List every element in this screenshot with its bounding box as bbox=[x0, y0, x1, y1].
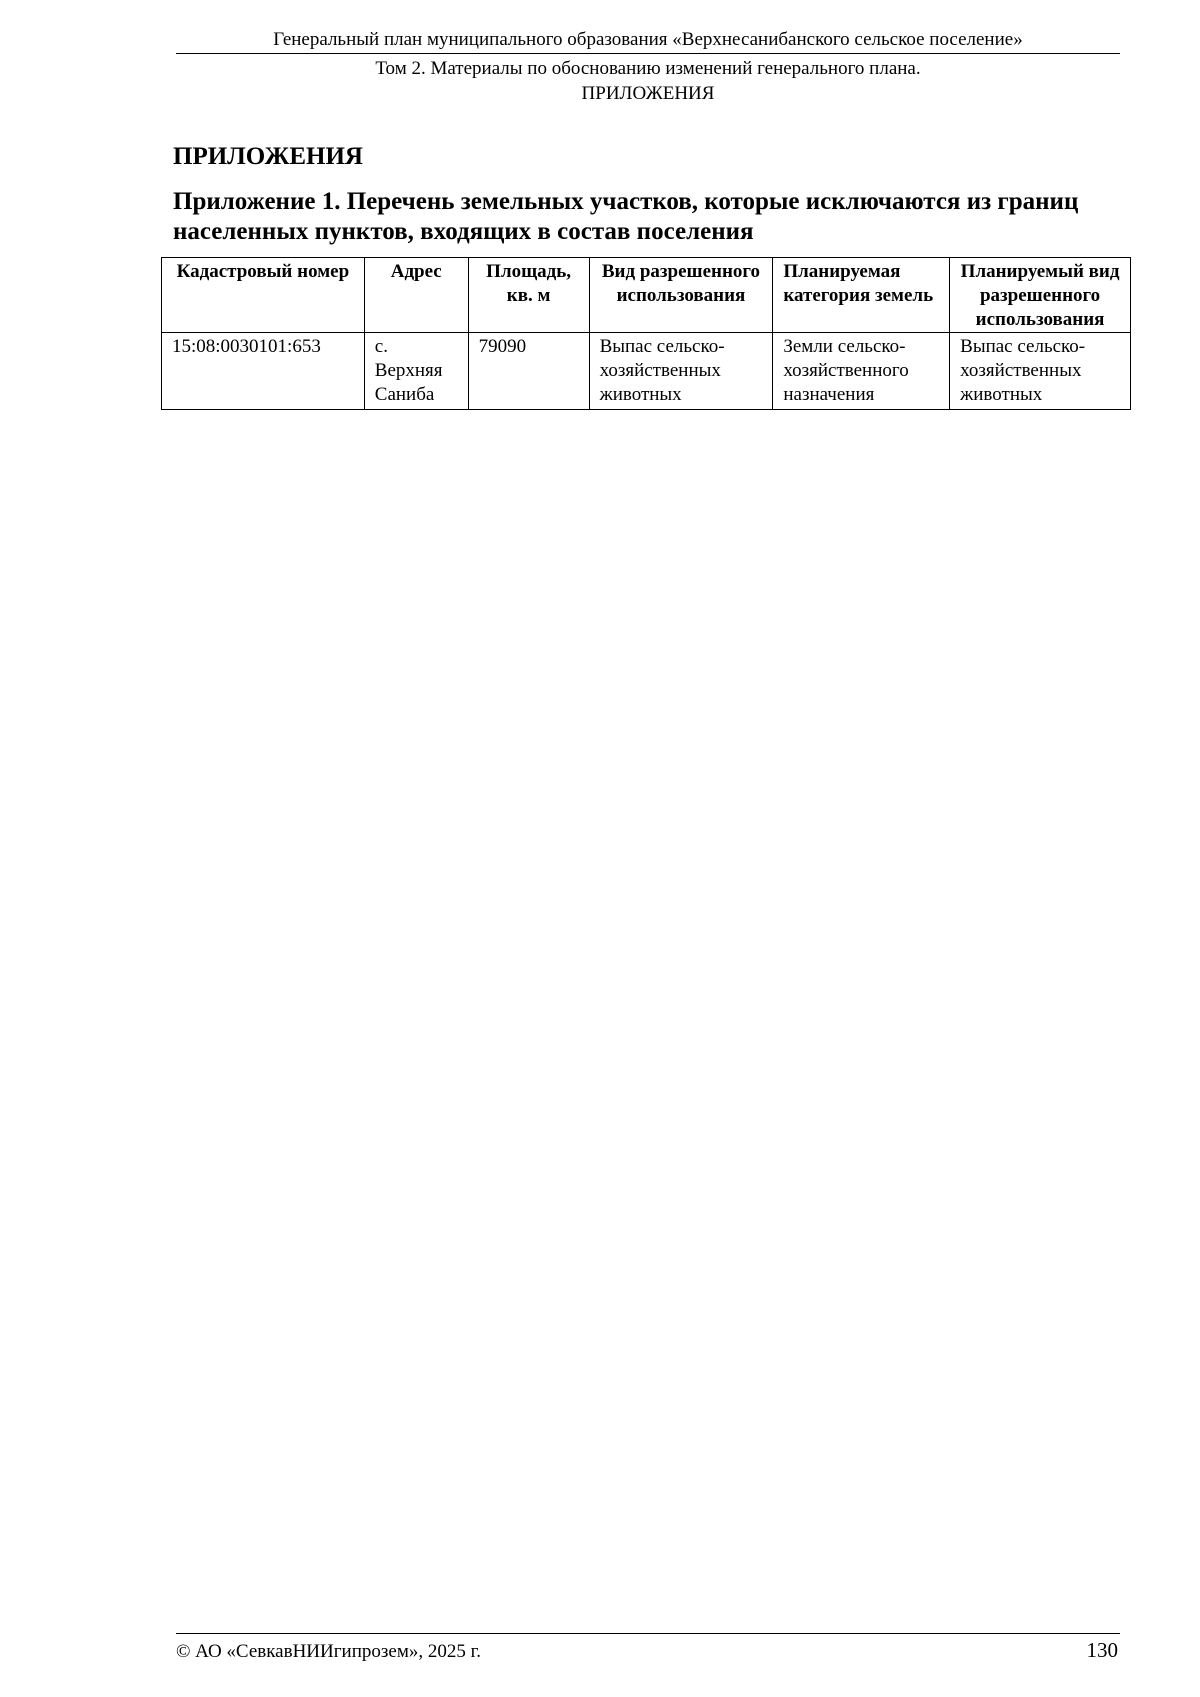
cell-cadastral-number: 15:08:0030101:653 bbox=[162, 333, 365, 410]
footer-copyright: © АО «СевкавНИИгипрозем», 2025 г. bbox=[176, 1641, 481, 1662]
column-header-planned-use: Планируемый вид разрешенного использования bbox=[950, 258, 1131, 333]
footer-divider bbox=[176, 1633, 1120, 1634]
page-number: 130 bbox=[1086, 1638, 1118, 1662]
table-row bbox=[162, 333, 1131, 410]
column-header-cadastral-number: Кадастровый номер bbox=[162, 258, 365, 333]
running-header-section: ПРИЛОЖЕНИЯ bbox=[581, 83, 715, 104]
cell-planned-use: Выпас сельско-хозяйственных животных bbox=[950, 333, 1131, 410]
column-header-permitted-use: Вид разрешенного использования bbox=[589, 258, 773, 333]
table-header-row bbox=[162, 258, 1131, 333]
header-divider bbox=[176, 53, 1120, 54]
column-header-area: Площадь, кв. м bbox=[468, 258, 589, 333]
running-header-volume: Том 2. Материалы по обоснованию изменений генерального плана. bbox=[375, 58, 921, 79]
cell-area: 79090 bbox=[468, 333, 589, 410]
appendix-heading: Приложение 1. Перечень земельных участков, которые исключаются из границ населенных пунктов, входящих в состав поселения bbox=[173, 188, 1079, 245]
cell-permitted-use: Выпас сельско-хозяйственных животных bbox=[589, 333, 773, 410]
column-header-address: Адрес bbox=[364, 258, 468, 333]
running-header-title: Генеральный план муниципального образования «Верхнесанибанского сельское поселение» bbox=[273, 29, 1023, 50]
column-header-planned-category: Планируемая категория земель bbox=[773, 258, 950, 333]
cell-address: с. Верхняя Саниба bbox=[364, 333, 468, 410]
section-heading: ПРИЛОЖЕНИЯ bbox=[173, 143, 363, 170]
excluded-land-plots-table bbox=[161, 257, 1131, 410]
cell-planned-category: Земли сельско-хозяйственного назначения bbox=[773, 333, 950, 410]
